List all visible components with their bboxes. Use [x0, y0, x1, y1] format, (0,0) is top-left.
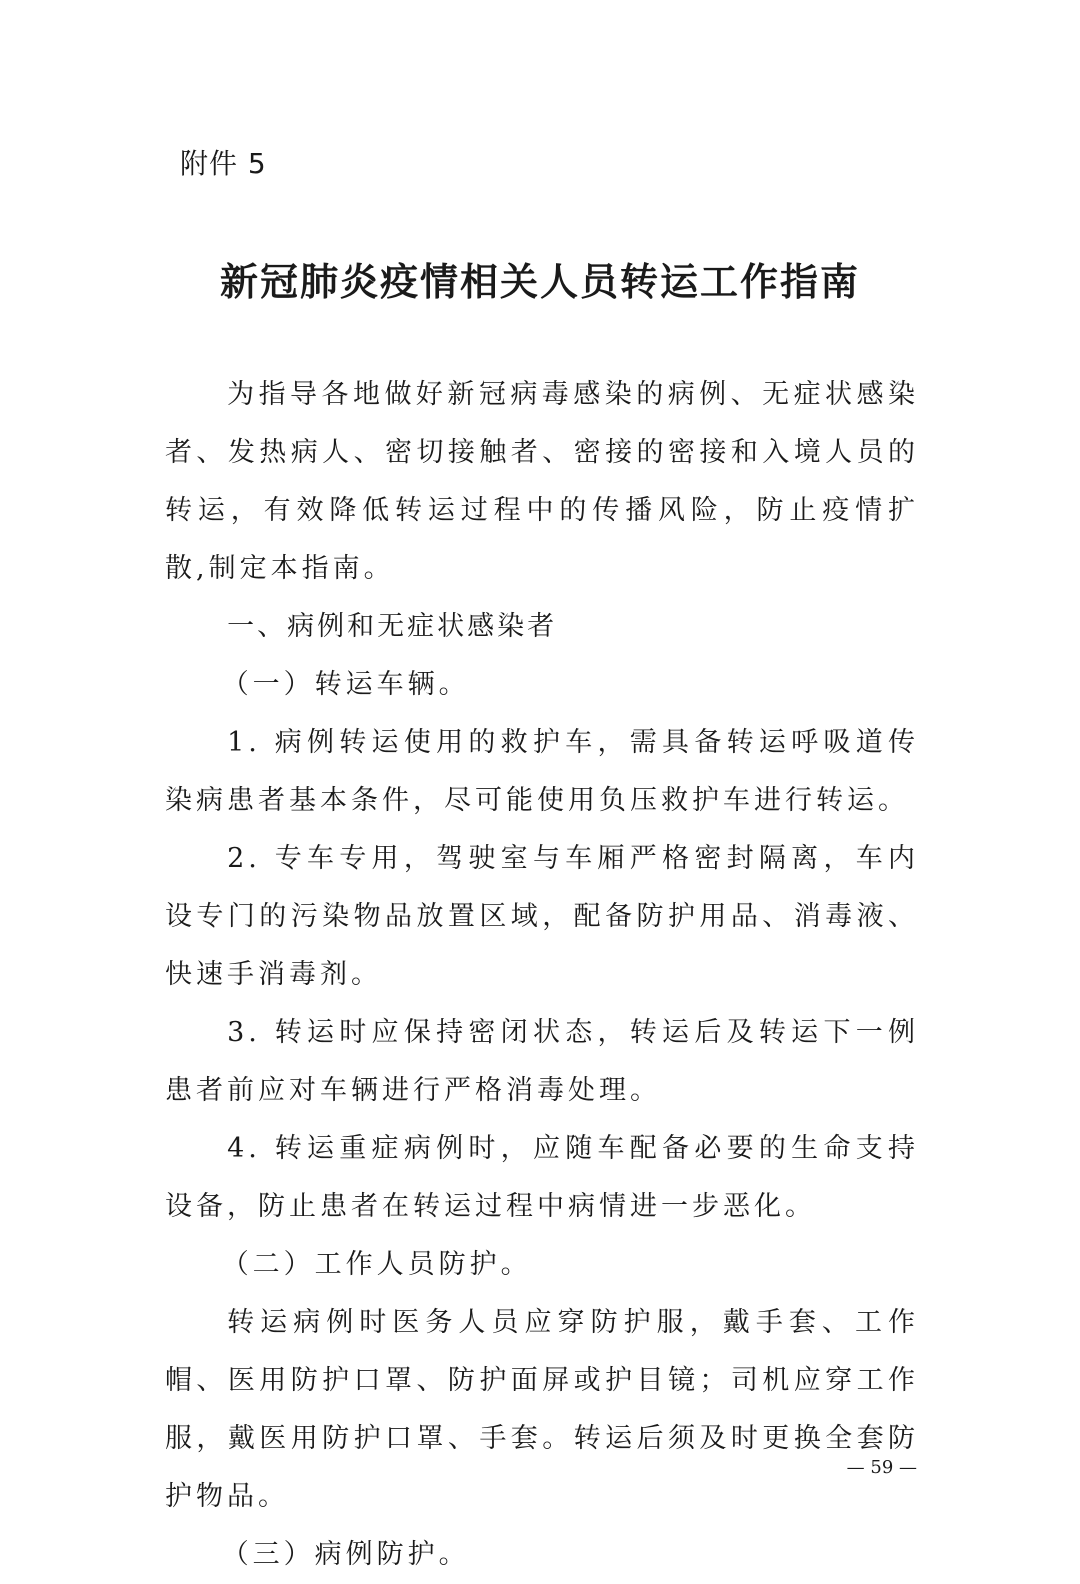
page-number: — 59 — — [846, 1457, 917, 1478]
document-title: 新冠肺炎疫情相关人员转运工作指南 — [219, 260, 860, 304]
subsection-heading: （一）转运车辆。 — [221, 669, 470, 700]
body-paragraph: 4. 转运重症病例时，应随车配备必要的生命支持设备，防止患者在转运过程中病情进一步恶化。 — [165, 1133, 919, 1222]
intro-paragraph: 为指导各地做好新冠病毒感染的病例、无症状感染者、发热病人、密切接触者、密接的密接和入境人员的转运，有效降低转运过程中的传播风险，防止疫情扩散,制定本指南。 — [165, 379, 919, 584]
subsection-heading: （二）工作人员防护。 — [221, 1249, 532, 1280]
body-paragraph: 2. 专车专用，驾驶室与车厢严格密封隔离，车内设专门的污染物品放置区域，配备防护用品、消毒液、快速手消毒剂。 — [165, 843, 919, 990]
body-paragraph: 3. 转运时应保持密闭状态，转运后及转运下一例患者前应对车辆进行严格消毒处理。 — [165, 1017, 919, 1106]
body-paragraph: 1. 病例转运使用的救护车，需具备转运呼吸道传染病患者基本条件，尽可能使用负压救护车进行转运。 — [165, 727, 919, 816]
subsection-heading: （三）病例防护。 — [221, 1539, 470, 1570]
attachment-label: 附件 5 — [180, 147, 267, 180]
body-paragraph: 转运病例时医务人员应穿防护服，戴手套、工作帽、医用防护口罩、防护面屏或护目镜；司机应穿工作服，戴医用防护口罩、手套。转运后须及时更换全套防护物品。 — [165, 1307, 919, 1512]
section-heading: 一、病例和无症状感染者 — [227, 611, 558, 642]
document-body — [165, 366, 919, 1584]
